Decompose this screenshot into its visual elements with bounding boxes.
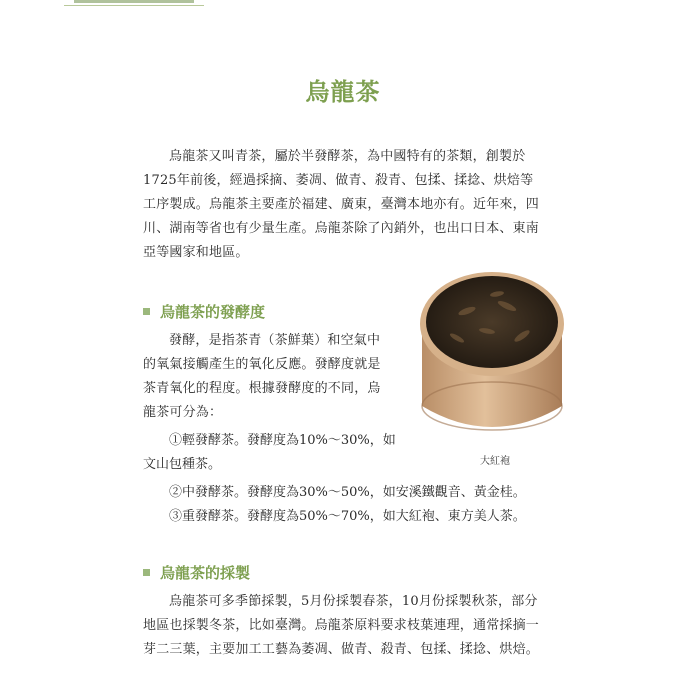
tea-canister-photo [412, 266, 572, 436]
picking-paragraph: 烏龍茶可多季節採製，5月份採製春茶，10月份採製秋茶，部分地區也採製冬茶，比如臺灣。烏龍茶原料要求枝葉連理，通常採摘一芽二三葉，主要加工工藝為萎凋、做青、殺青、包揉、揉捻、烘焙。 [143, 594, 540, 657]
section-heading-text: 烏龍茶的發酵度 [160, 303, 266, 321]
intro-paragraph: 烏龍茶又叫青茶，屬於半發酵茶，為中國特有的茶類，創製於1725年前後，經過採摘、萎凋、做青、殺青、包揉、揉捻、烘焙等工序製成。烏龍茶主要產於福建、廣東，臺灣本地亦有。近年來，四川、湖南等省也有少量生產。烏龍茶除了內銷外，也出口日本、東南亞等國家和地區。 [143, 149, 540, 260]
square-bullet-icon [143, 308, 150, 315]
section-heading-picking [143, 562, 250, 583]
header-decoration [64, 0, 204, 6]
list-item-text: ①輕發酵茶。發酵度為10%～30%，如 [169, 433, 396, 448]
list-item-text: 文山包種茶。 [143, 457, 222, 472]
list-item-heavy: ③重發酵茶。發酵度為50%～70%，如大紅袍、東方美人茶。 [169, 509, 526, 524]
square-bullet-icon [143, 569, 150, 576]
fermentation-paragraph: 發酵，是指茶青（茶鮮葉）和空氣中的氧氣接觸產生的氧化反應。發酵度就是茶青氧化的程度。根據發酵度的不同，烏龍茶可分為： [143, 333, 381, 420]
list-item-medium: ②中發酵茶。發酵度為30%～50%，如安溪鐵觀音、黃金桂。 [169, 485, 526, 500]
section-heading-text: 烏龍茶的採製 [160, 564, 251, 582]
photo-caption: 大紅袍 [480, 456, 510, 467]
page-title: 烏龍茶 [305, 77, 381, 107]
list-item-light [143, 429, 403, 477]
section-heading-fermentation [143, 301, 265, 322]
